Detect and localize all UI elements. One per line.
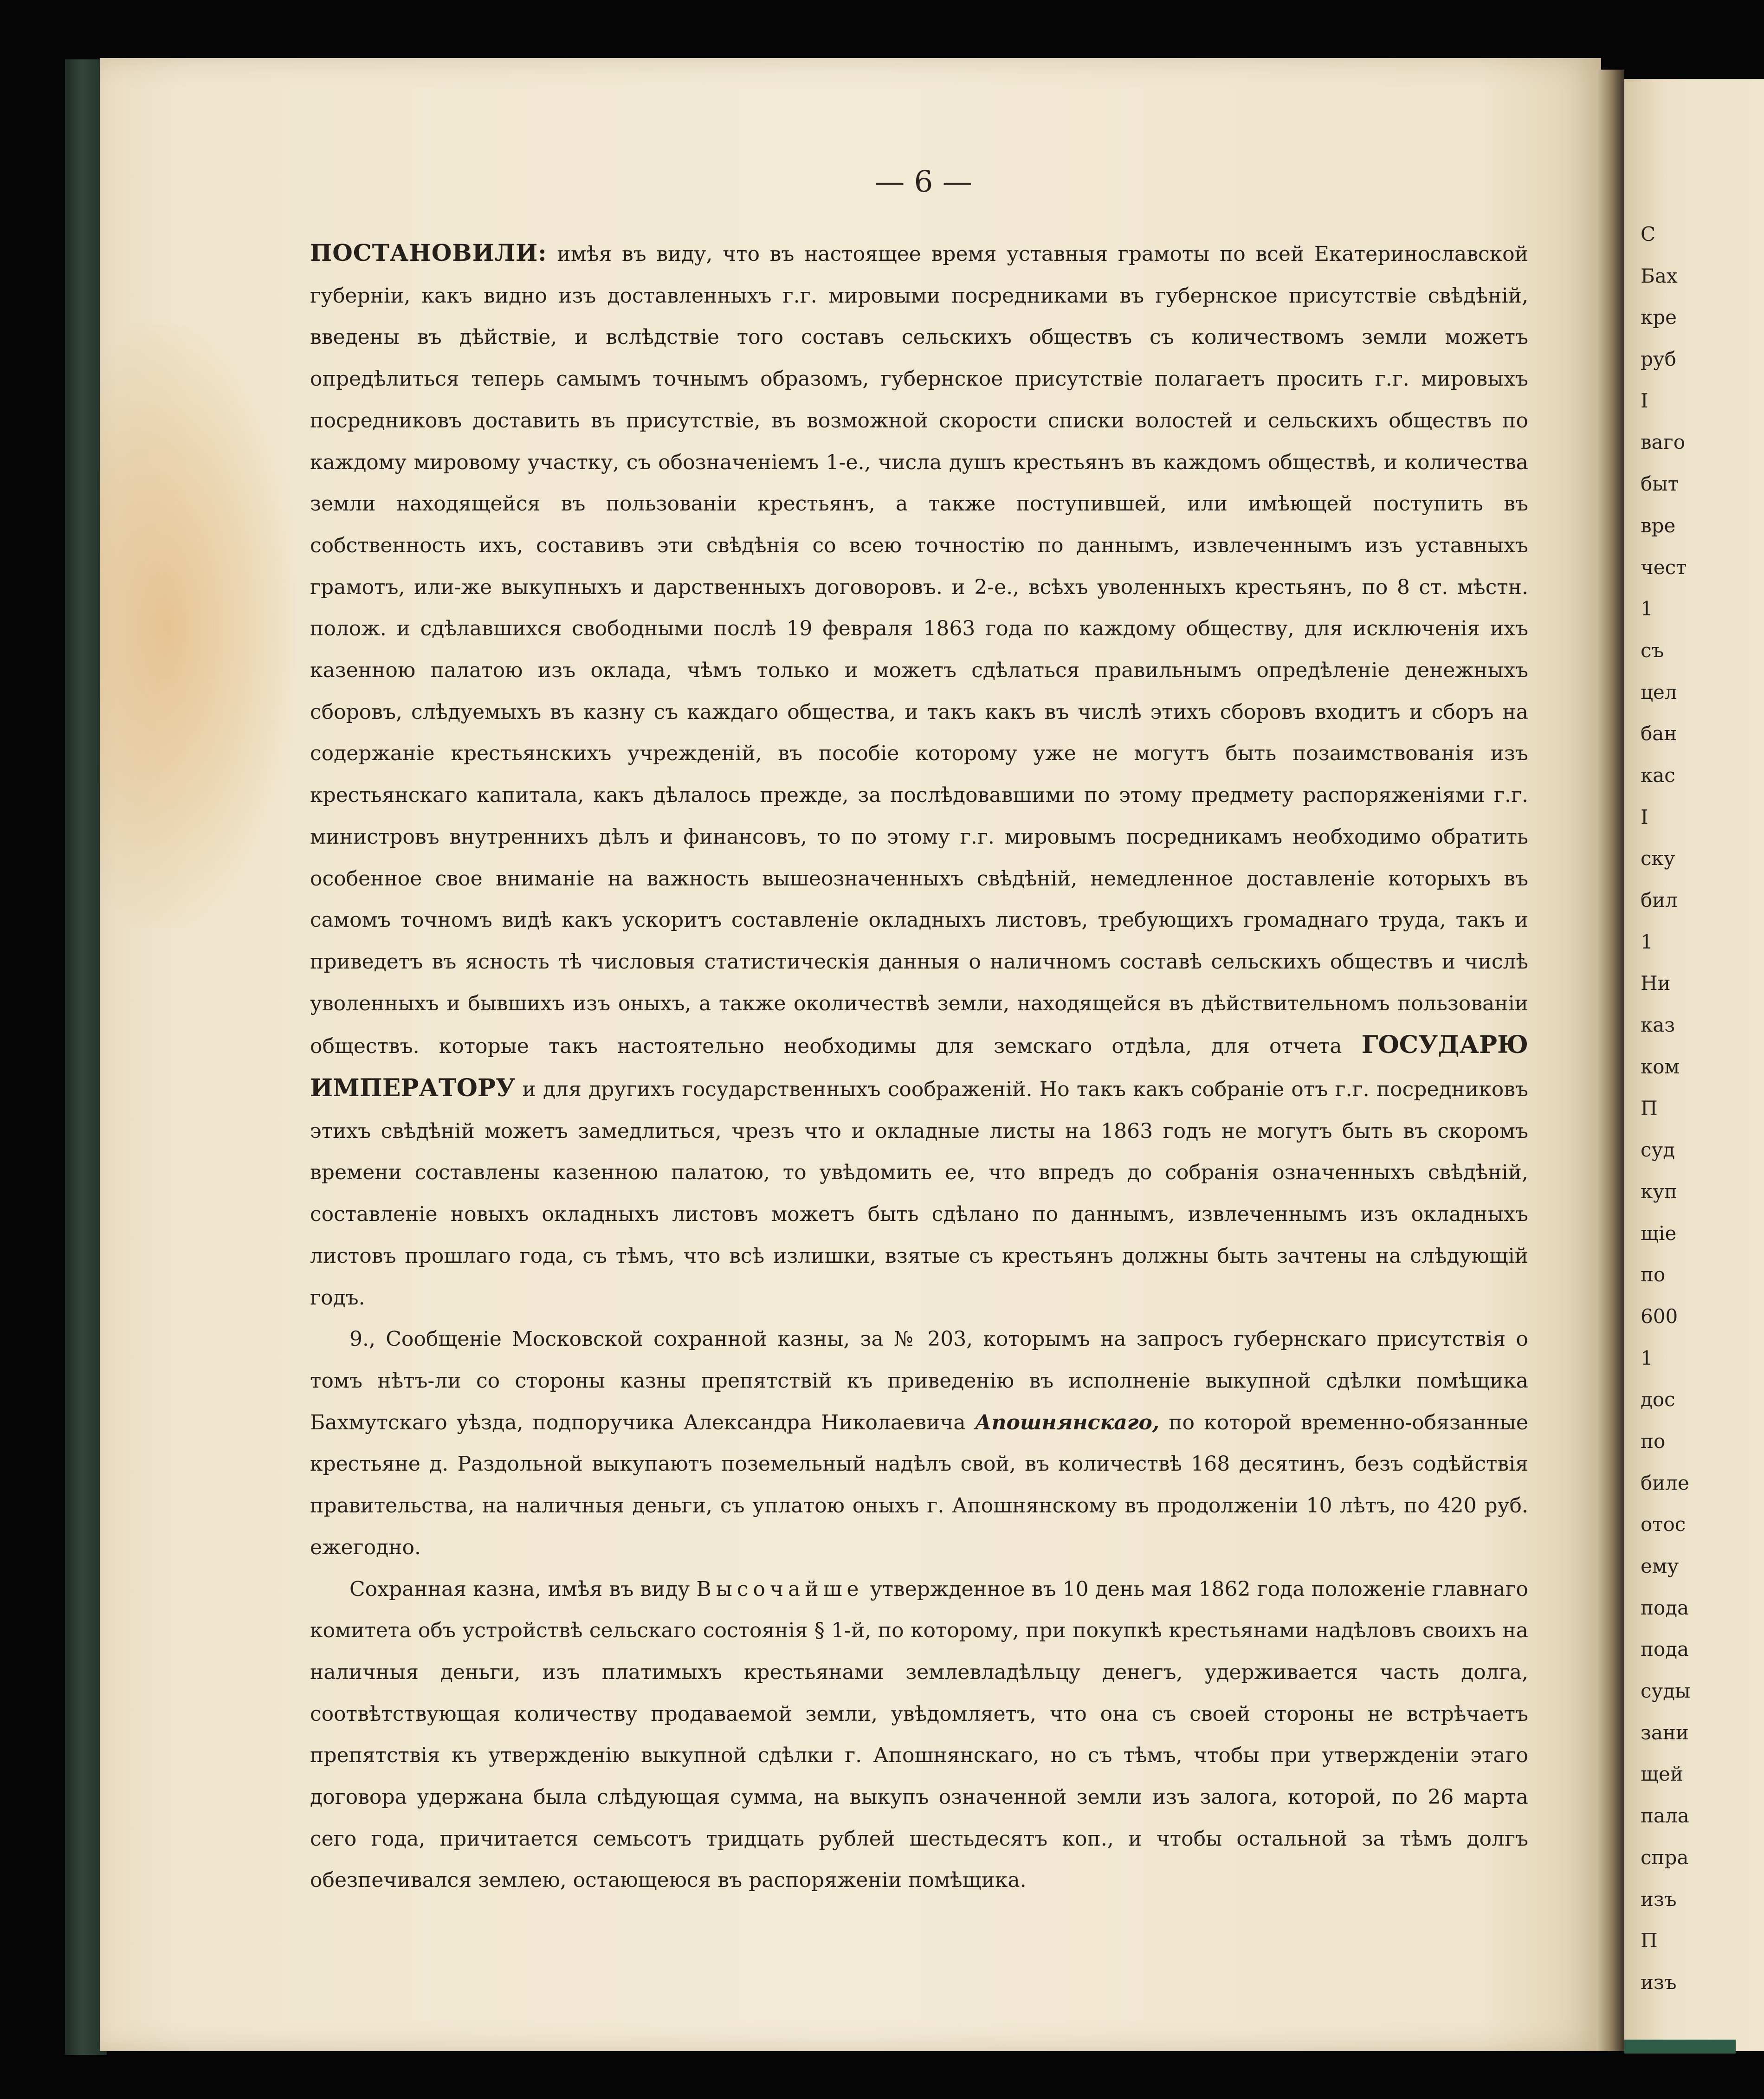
page-body <box>310 232 1528 1901</box>
item-9-text: 9., Сообщеніе Московской сохранной казны, за № 203, которымъ на запросъ губернскаго присутствія о томъ нѣтъ-ли со стороны казны препятствій къ приведенію въ исполненіе выкупной сдѣлки помѣщика Бахмутскаго уѣзда, подпоручика Александра Николаевича <box>310 1327 1528 1434</box>
imperial-spaced-word: Высочайше <box>696 1577 864 1601</box>
right-page-line: спра <box>1641 1846 1689 1869</box>
binding-strip <box>1624 2040 1736 2054</box>
right-page <box>1624 79 1764 2051</box>
right-page-line: щей <box>1641 1763 1683 1786</box>
right-page-line: кас <box>1641 763 1675 787</box>
right-page-line: вре <box>1641 514 1676 537</box>
right-page-line: бил <box>1641 889 1678 911</box>
right-page-line: 600 <box>1641 1305 1678 1328</box>
right-page-line: I <box>1641 389 1648 412</box>
right-page-line: ску <box>1641 847 1675 870</box>
right-page-line: пала <box>1641 1804 1689 1828</box>
item-9-paragraph <box>310 1318 1528 1568</box>
right-page-line: суд <box>1641 1138 1675 1162</box>
right-page-line: изъ <box>1641 1887 1677 1911</box>
right-page-line: зани <box>1641 1721 1689 1744</box>
right-page-line: П <box>1641 1097 1658 1120</box>
decision-label: ПОСТАНОВИЛИ: <box>310 239 547 266</box>
right-page-line: 1 <box>1641 1346 1653 1369</box>
right-page-line: съ <box>1641 639 1664 662</box>
right-page-line: Ни <box>1641 972 1671 995</box>
right-page-line: дос <box>1641 1388 1675 1411</box>
right-page-line: быт <box>1641 472 1679 496</box>
right-page-line: чест <box>1641 555 1687 579</box>
decision-text-continued: и для другихъ государственныхъ соображеній. Но такъ какъ собраніе отъ г.г. посредниковъ этихъ свѣдѣній можетъ замедлиться, чрезъ что и окладные листы на 1863 годъ не могутъ быть въ скоромъ времени составлены казенною палатою, то увѣдомить ее, что впредъ до собранія означенныхъ свѣдѣній, составленіе новыхъ окладныхъ листовъ можетъ быть сдѣлано по даннымъ, извлеченнымъ изъ окладныхъ листовъ прошлаго года, съ тѣмъ, что всѣ излишки, взятые съ крестьянъ должны быть зачтены на слѣдующій годъ. <box>310 1078 1528 1310</box>
right-page-line: руб <box>1641 348 1676 371</box>
right-page-line: суды <box>1641 1679 1691 1703</box>
treasury-paragraph <box>310 1569 1528 1902</box>
right-page-line: ему <box>1641 1555 1679 1577</box>
right-page-line: каз <box>1641 1014 1675 1037</box>
page-number: — 6 — <box>875 165 972 199</box>
right-page-text-fragments <box>1641 213 1764 2003</box>
right-page-line: Бах <box>1641 264 1678 287</box>
right-page-line: отос <box>1641 1513 1686 1536</box>
right-page-line: биле <box>1641 1471 1689 1494</box>
right-page-line: С <box>1641 223 1656 245</box>
right-page-line: изъ <box>1641 1970 1677 1994</box>
right-page-line: по <box>1641 1263 1666 1286</box>
right-page-line: П <box>1641 1929 1658 1952</box>
right-page-line: 1 <box>1641 597 1653 620</box>
right-page-line: по <box>1641 1429 1666 1453</box>
decision-paragraph <box>310 232 1528 1318</box>
item-9-text-continued: по которой временно-обязанные крестьяне д. Раздольной выкупаютъ поземельный надѣлъ свой, въ количествѣ 168 десятинъ, безъ содѣйствія правительства, на наличныя деньги, съ уплатою оныхъ г. Апошнянскому въ продолженіи 10 лѣтъ, по 420 руб. ежегодно. <box>310 1410 1528 1559</box>
emperor-title: ГОСУДАРЮ ИМПЕРАТОРУ <box>310 1031 1528 1103</box>
right-page-line: куп <box>1641 1180 1677 1203</box>
right-page-line: пода <box>1641 1596 1689 1619</box>
landowner-name: Апошнянскаго, <box>975 1410 1160 1434</box>
right-page-line: кре <box>1641 306 1677 329</box>
right-page-line: 1 <box>1641 930 1653 953</box>
book-gutter <box>1596 70 1624 2051</box>
right-page-line: цел <box>1641 680 1677 704</box>
treasury-text-continued: утвержденное въ 10 день мая 1862 года положеніе главнаго комитета объ устройствѣ сельскаго состоянія § 1-й, по которому, при покупкѣ крестьянами надѣловъ своихъ на наличныя деньги, изъ платимыхъ крестьянами землевладѣльцу денегъ, удерживается часть долга, соотвѣтствующая количеству продаваемой земли, увѣдомляетъ, что она съ своей стороны не встрѣчаетъ препятствія къ утвержденію выкупной сдѣлки г. Апошнянскаго, но съ тѣмъ, чтобы при утвержденіи этаго договора удержана была слѣдующая сумма, на выкупъ означенной земли изъ залога, которой, по 26 марта сего года, причитается семьсотъ тридцать рублей шестьдесятъ коп., и чтобы остальной за тѣмъ долгъ обезпечивался землею, остающеюся въ распоряженіи помѣщика. <box>310 1577 1529 1892</box>
right-page-line: бан <box>1641 722 1677 745</box>
decision-text: имѣя въ виду, что въ настоящее время уставныя грамоты по всей Екатеринославской губерніи, какъ видно изъ доставленныхъ г.г. мировыми посредниками въ губернское присутствіе свѣдѣній, введены въ дѣйствіе, и вслѣдствіе того составъ сельскихъ обществъ съ количествомъ земли можетъ опредѣлиться теперь самымъ точнымъ образомъ, губернское присутствіе полагаетъ просить г.г. мировыхъ посредниковъ доставить въ присутствіе, въ возможной скорости списки волостей и сельскихъ обществъ по каждому мировому участку, съ обозначеніемъ 1-е., числа душъ крестьянъ въ каждомъ обществѣ, и количества земли находящейся въ пользованіи крестьянъ, а также поступившей, или имѣющей поступить въ собственность ихъ, составивъ эти свѣдѣнія со всею точностію по даннымъ, извлеченнымъ изъ уставныхъ грамотъ, или-же выкупныхъ и дарственныхъ договоровъ. и 2-е., всѣхъ уволенныхъ крестьянъ, по 8 ст. мѣстн. полож. и сдѣлавшихся свободными послѣ 19 февраля 1863 года по каждому обществу, для исключенія ихъ казенною палатою изъ оклада, чѣмъ только и можетъ сдѣлаться правильнымъ опредѣленіе денежныхъ сборовъ, слѣдуемыхъ въ казну съ каждаго общества, и такъ какъ въ числѣ этихъ сборовъ входитъ и сборъ на содержаніе крестьянскихъ учрежденій, въ пособіе которому уже не могутъ быть позаимствованія изъ крестьянскаго капитала, какъ дѣлалось прежде, за послѣдовавшими по этому предмету распоряженіями г.г. министровъ внутреннихъ дѣлъ и финансовъ, то по этому г.г. мировымъ посредникамъ необходимо обратить особенное свое вниманіе на важность вышеозначенныхъ свѣдѣній, немедленное доставленіе которыхъ въ самомъ точномъ видѣ какъ ускоритъ составленіе окладныхъ листовъ, требующихъ громаднаго труда, такъ и приведетъ въ ясность тѣ числовыя статистическія данныя о наличномъ составѣ сельскихъ обществъ и числѣ уволенныхъ и бывшихъ изъ оныхъ, а также околичествѣ земли, находящейся въ дѣйствительномъ пользованіи обществъ. которые такъ настоятельно необходимы для земскаго отдѣла, для отчета <box>310 242 1528 1059</box>
treasury-text: Сохранная казна, имѣя въ виду <box>349 1577 690 1601</box>
right-page-line: щіе <box>1641 1221 1677 1245</box>
right-page-line: пода <box>1641 1638 1689 1661</box>
right-page-line: ком <box>1641 1055 1680 1078</box>
right-page-line: I <box>1641 805 1648 828</box>
right-page-line: ваго <box>1641 431 1685 454</box>
